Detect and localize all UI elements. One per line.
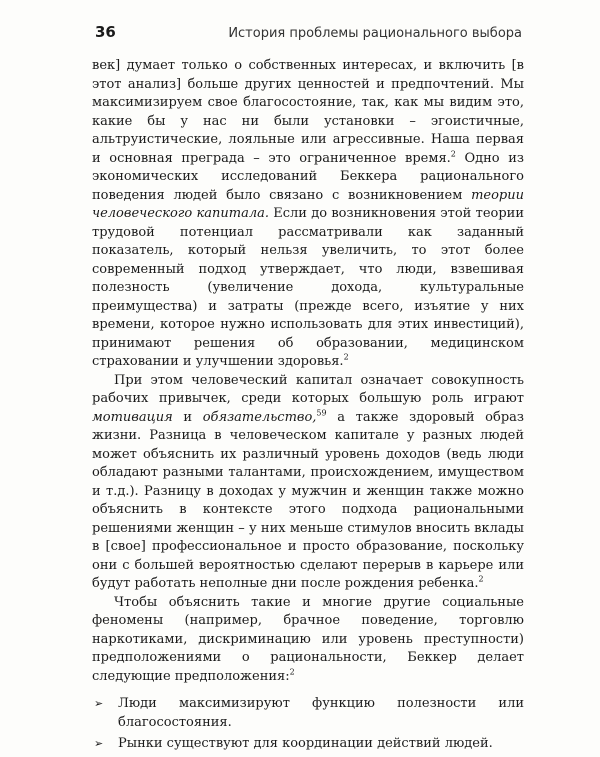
italic-term: обязательство, <box>202 409 317 425</box>
list-item-text: Люди максимизируют функцию полезности или благосостояния. <box>118 696 524 730</box>
bullet-list <box>92 695 524 754</box>
text-run: век] думает только о собственных интересах, и включить [в этот анализ] больше других ценностей и предпочтений. Мы максимизируем свое благосостояние, так, как мы видим это, какие бы у нас ни были установки – эгоистичные, альтруистические, лояльные или агрессивные. Наша первая и основная преграда – это ограниченное время. <box>92 58 524 166</box>
footnote-ref: 2 <box>450 149 456 159</box>
body-text <box>92 57 524 757</box>
paragraph-3 <box>92 594 524 687</box>
list-item <box>92 735 524 754</box>
text-run: Чтобы объяснить такие и многие другие социальные феномены (например, брачное поведение, торговлю наркотиками, дискриминацию или уровень преступности) предположениями о рациональности, Беккер делает следующие предположения: <box>92 594 524 684</box>
page-header <box>95 23 522 45</box>
footnote-ref: 2 <box>478 574 484 584</box>
running-title: История проблемы рационального выбора <box>228 26 522 41</box>
footnote-ref: 59 <box>316 408 327 418</box>
text-run: При этом человеческий капитал означает совокупность рабочих привычек, среди которых большую роль играют <box>92 372 524 406</box>
italic-term: мотивация <box>92 409 173 425</box>
footnote-ref: 2 <box>289 667 295 677</box>
text-run: и <box>172 409 203 425</box>
list-item <box>92 695 524 732</box>
text-run: Одно из экономических исследований Беккера рационального поведения людей было связано с возникновением <box>92 150 524 203</box>
arrow-bullet-icon: ➢ <box>94 737 104 750</box>
italic-term: теории человеческого капитала. <box>92 187 524 221</box>
footnote-ref: 2 <box>343 352 349 362</box>
paragraph-1 <box>92 57 524 372</box>
page-number: 36 <box>95 23 116 41</box>
text-run: а также здоровый образ жизни. Разница в человеческом капитале у разных людей может объяснить их различный уровень доходов (ведь люди обладают разными талантами, происхождением, имуществом и т.д.). Разницу в доходах у мужчин и женщин также можно объяснить в контексте этого подхода рациональными решениями женщин – у них меньше стимулов вносить вклады в [свое] профессиональное и просто образование, поскольку они с большей вероятностью сделают перерыв в карьере или будут работать неполные дни после рождения ребенка. <box>92 409 524 591</box>
list-item-text: Рынки существуют для координации действий людей. <box>118 736 493 751</box>
arrow-bullet-icon: ➢ <box>94 697 104 710</box>
paragraph-2 <box>92 372 524 594</box>
text-run: Если до возникновения этой теории трудовой потенциал рассматривали как заданный показатель, который нельзя увеличить, то этот более современный подход утверждает, что люди, взвешивая полезность (увеличение дохода, культуральные преимущества) и затраты (прежде всего, изъятие у них времени, которое нужно использовать для этих инвестиций), принимают решения об образовании, медицинском страховании и улучшении здоровья. <box>92 206 524 369</box>
